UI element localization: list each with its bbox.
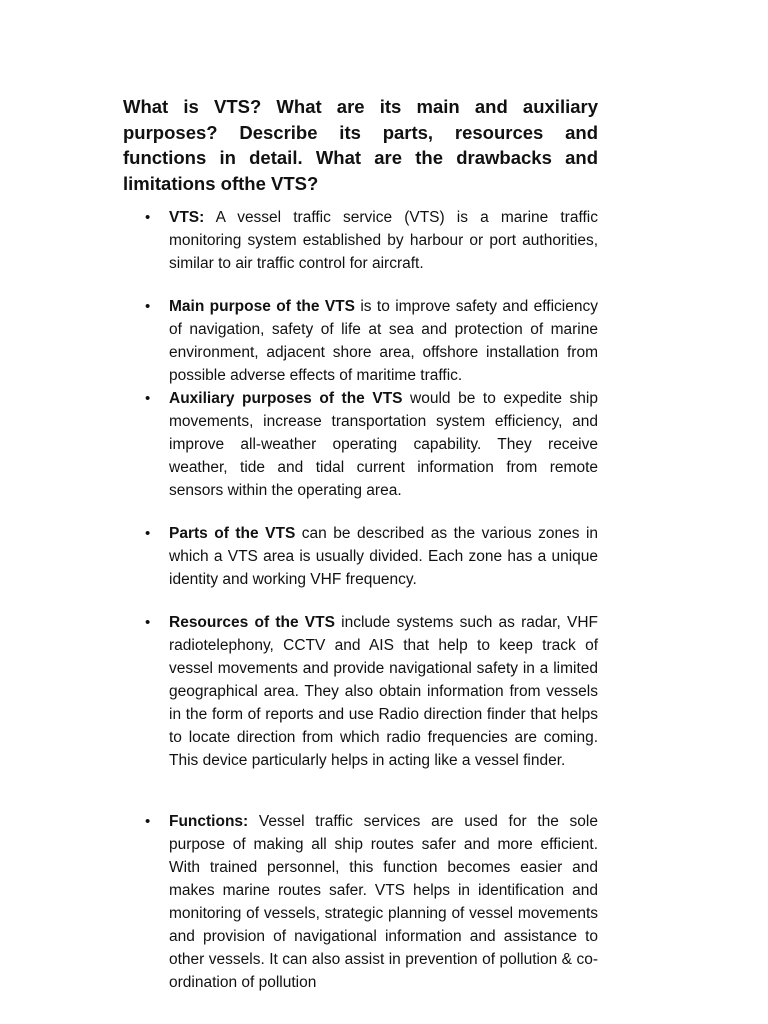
list-item-functions: [123, 810, 598, 994]
item-lead-parts: Parts of the VTS: [169, 525, 296, 542]
item-text-resources: include systems such as radar, VHF radiotelephony, CCTV and AIS that help to keep track of vessel movements and provide navigational safety in a limited geographical area. They also obtain information from vessels in the form of reports and use Radio direction finder that helps to locate direction from which radio frequencies are coming. This device particularly helps in acting like a vessel finder.: [169, 614, 598, 769]
bullet-icon: •: [145, 298, 151, 315]
answer-list: [123, 206, 598, 994]
list-item-auxiliary-purposes: [123, 387, 598, 502]
item-text-auxiliary-purposes: would be to expedite ship movements, increase transportation system efficiency, and improve all-weather operating capability. They receive weather, tide and tidal current information from remote sensors within the operating area.: [169, 390, 598, 499]
question-heading: What is VTS? What are its main and auxiliary purposes? Describe its parts, resources and functions in detail. What are the drawbacks and limitations ofthe VTS?: [123, 96, 598, 194]
item-lead-resources: Resources of the VTS: [169, 614, 335, 631]
bullet-icon: •: [145, 390, 151, 407]
bullet-icon: •: [145, 209, 151, 226]
item-lead-functions: Functions:: [169, 813, 249, 830]
item-text-vts: A vessel traffic service (VTS) is a marine traffic monitoring system established by harbour or port authorities, similar to air traffic control for aircraft.: [169, 209, 598, 272]
item-lead-vts: VTS:: [169, 209, 205, 226]
bullet-icon: •: [145, 614, 151, 631]
list-item-parts: [123, 522, 598, 591]
item-text-functions: Vessel traffic services are used for the sole purpose of making all ship routes safer and more efficient. With trained personnel, this function becomes easier and makes marine routes safer. VTS helps in identification and monitoring of vessels, strategic planning of vessel movements and provision of navigational information and assistance to other vessels. It can also assist in prevention of pollution & co-ordination of pollution: [169, 813, 598, 991]
list-item-vts: [123, 206, 598, 275]
bullet-icon: •: [145, 813, 151, 830]
list-item-main-purpose: [123, 295, 598, 387]
item-text-main-purpose: is to improve safety and efficiency of navigation, safety of life at sea and protection of marine environment, adjacent shore area, offshore installation from possible adverse effects of maritime traffic.: [169, 298, 598, 384]
item-text-parts: can be described as the various zones in which a VTS area is usually divided. Each zone has a unique identity and working VHF frequency.: [169, 525, 599, 588]
bullet-icon: •: [145, 525, 151, 542]
item-lead-main-purpose: Main purpose of the VTS: [169, 298, 355, 315]
item-lead-auxiliary-purposes: Auxiliary purposes of the VTS: [169, 390, 403, 407]
list-item-resources: [123, 611, 598, 772]
